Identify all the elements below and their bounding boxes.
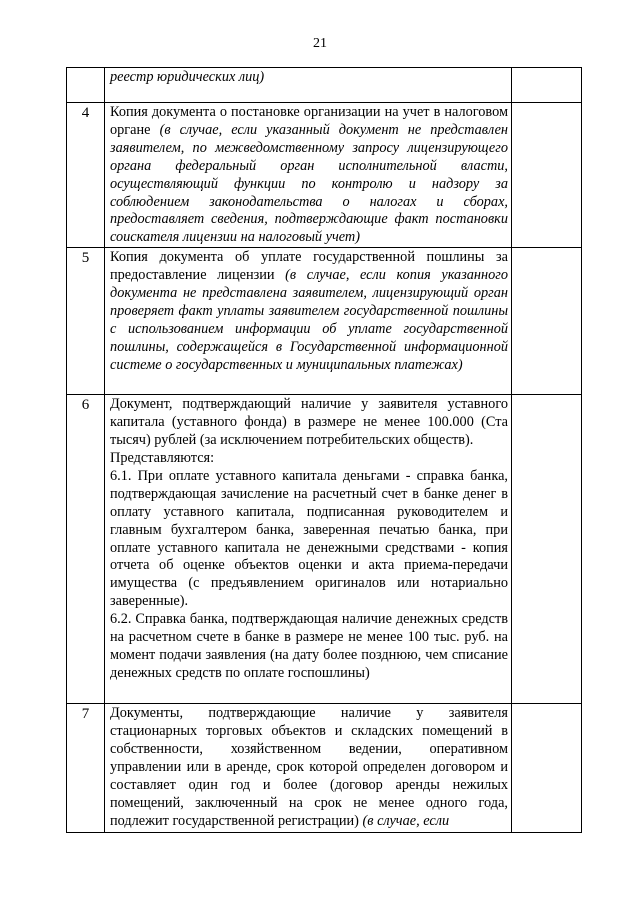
documents-table — [66, 67, 582, 833]
mark-cell — [512, 248, 582, 395]
paragraph: 6.2. Справка банка, подтверждающая наличие денежных средств на расчетном счете в банке в размере не менее 100 тыс. руб. на момент подачи заявления (на дату более позднюю, чем списание денежных средств по оплате госпошлины) — [110, 611, 508, 681]
document-text: Копия документа об уплате государственной пошлины за предоставление лицензии — [110, 249, 508, 284]
paragraph: 6.1. При оплате уставного капитала деньгами - справка банка, подтверждающая зачисление на расчетный счет в банке денег в оплату уставного капитала, подписанная руководителем и главным бухгалтером банка, заверенная печатью банка, при оплате уставного капитала не денежными средствами - копия отчета об оценке объектов оценки и акта приема-передачи имущества (с предъявлением оригиналов или нотариально заверенные). — [110, 467, 508, 610]
table-row — [67, 248, 582, 395]
row-number-cell: 7 — [67, 704, 105, 833]
row-number-cell: 5 — [67, 248, 105, 395]
table-row — [67, 395, 582, 704]
paragraph: Представляются: — [110, 449, 215, 466]
page-number: 21 — [313, 36, 327, 51]
row-number-cell: 4 — [67, 103, 105, 248]
row-number-cell — [67, 68, 105, 103]
mark-cell — [512, 68, 582, 103]
description-cell — [105, 68, 512, 103]
mark-cell — [512, 704, 582, 833]
description-cell — [105, 704, 512, 833]
description-cell — [105, 395, 512, 704]
paragraph: Документ, подтверждающий наличие у заявителя уставного капитала (уставного фонда) в размере не менее 100.000 (Ста тысяч) рублей (за исключением потребительских обществ). — [110, 396, 508, 449]
table-row — [67, 704, 582, 833]
italic-note: реестр юридических лиц) — [110, 69, 265, 85]
italic-note: (в случае, если копия указанного документа не представлена заявителем, лицензирующий орган проверяет факт уплаты заявителем государственной пошлины с использованием информации об уплате государственной пошлины, содержащейся в Государственной информационной системе о государственных и муниципальных платежах) — [110, 267, 508, 373]
table-row — [67, 103, 582, 248]
table-row — [67, 68, 582, 103]
mark-cell — [512, 103, 582, 248]
description-cell — [105, 103, 512, 248]
mark-cell — [512, 395, 582, 704]
document-text: Документы, подтверждающие наличие у заявителя стационарных торговых объектов и складских помещений в собственности, хозяйственном ведении, оперативном управлении или в аренде, срок которой определен договором и составляет один год и более (договор аренды нежилых помещений, заключенный на срок не менее одного года, подлежит государственной регистрации) — [110, 705, 508, 829]
italic-note: (в случае, если — [362, 812, 450, 829]
description-cell — [105, 248, 512, 395]
row-number-cell: 6 — [67, 395, 105, 704]
italic-note: (в случае, если указанный документ не представлен заявителем, по межведомственному запросу лицензирующего органа федеральный орган исполнительной власти, осуществляющий функции по контролю и надзору за соблюдением законодательства о налогах и сборах, предоставляет сведения, подтверждающие факт постановки соискателя лицензии на налоговый учет) — [110, 121, 509, 246]
document-text: Копия документа о постановке организации на учет в налоговом органе — [110, 104, 508, 138]
